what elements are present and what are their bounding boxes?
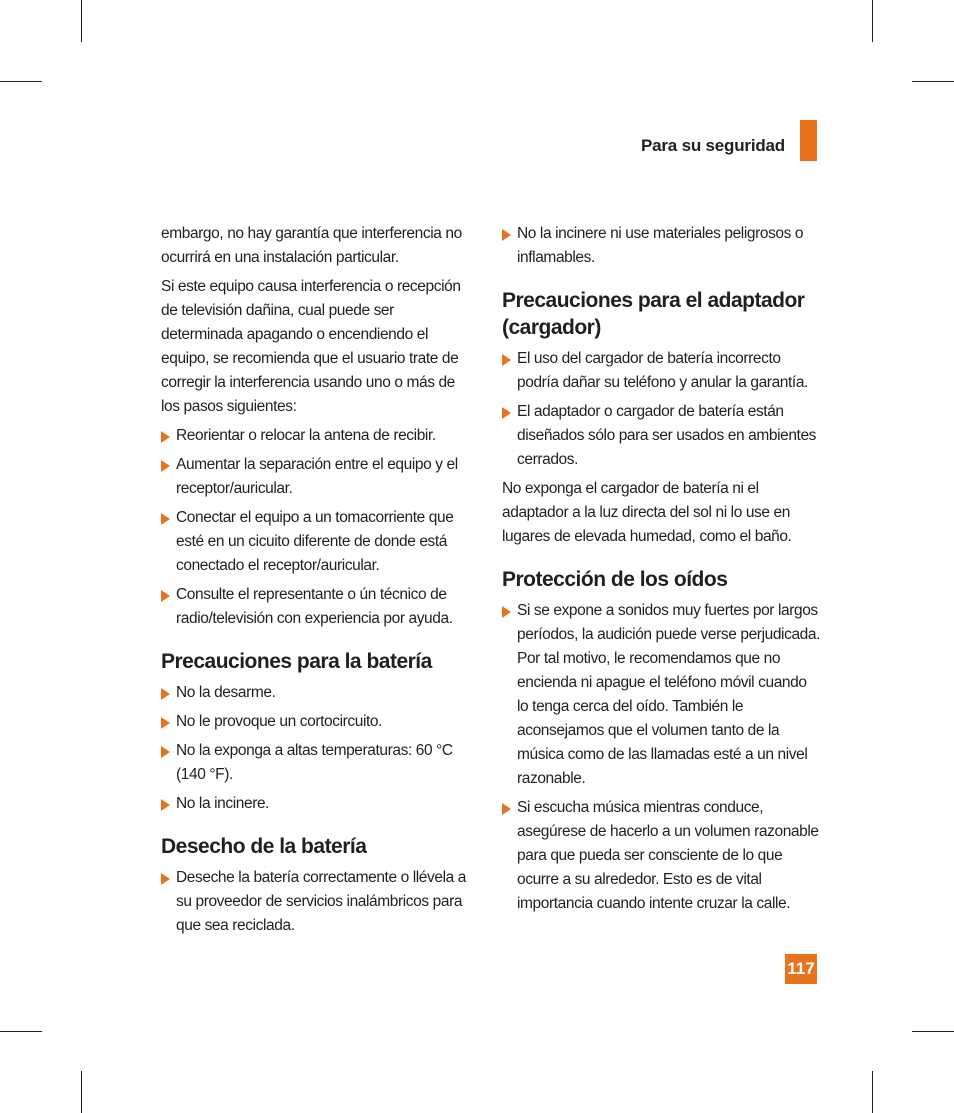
right-column (502, 222, 820, 921)
list-item (502, 796, 820, 916)
list-item-text: El adaptador o cargador de batería están diseñados sólo para ser usados en ambientes cerrados. (517, 403, 817, 468)
bullet-arrow-icon (502, 354, 511, 366)
section-header-tab (800, 120, 817, 161)
adapter-precautions-list (502, 347, 820, 472)
list-item-text: Aumentar la separación entre el equipo y el receptor/auricular. (176, 456, 458, 497)
list-item (161, 583, 473, 631)
crop-mark (0, 81, 42, 82)
continued-battery-list (502, 222, 820, 270)
interference-steps-list (161, 424, 473, 631)
page-number: 117 (785, 954, 817, 984)
list-item-text: Si escucha música mientras conduce, asegúrese de hacerlo a un volumen razonable para que pueda ser consciente de lo que ocurre a su alrededor. Esto es de vital importancia cuando intente cruzar la calle. (517, 799, 819, 912)
bullet-arrow-icon (161, 746, 170, 758)
adapter-section-heading: Precauciones para el adaptador (cargador) (502, 289, 805, 339)
list-item-text: No la exponga a altas temperaturas: 60 °C (140 °F). (176, 742, 453, 783)
battery-section-heading: Precauciones para la batería (161, 650, 432, 673)
bullet-arrow-icon (161, 688, 170, 700)
bullet-arrow-icon (161, 717, 170, 729)
bullet-arrow-icon (161, 590, 170, 602)
battery-precautions-list (161, 681, 473, 816)
bullet-arrow-icon (502, 229, 511, 241)
list-item (161, 453, 473, 501)
adapter-paragraph: No exponga el cargador de batería ni el adaptador a la luz directa del sol ni lo use en lugares de elevada humedad, como el baño. (502, 480, 792, 545)
intro-paragraph: embargo, no hay garantía que interferencia no ocurrirá en una instalación particular. (161, 225, 462, 266)
list-item (502, 222, 820, 270)
list-item (161, 681, 473, 705)
crop-mark (912, 1031, 954, 1032)
list-item (502, 347, 820, 395)
bullet-arrow-icon (502, 606, 511, 618)
list-item (502, 599, 820, 791)
list-item-text: Conectar el equipo a un tomacorriente que esté en un cicuito diferente de donde está conectado el receptor/auricular. (176, 509, 454, 574)
list-item (502, 400, 820, 472)
list-item (161, 424, 473, 448)
bullet-arrow-icon (161, 460, 170, 472)
list-item-text: No la incinere. (176, 795, 270, 812)
list-item-text: No la desarme. (176, 684, 276, 701)
left-column (161, 222, 473, 943)
crop-mark (0, 1031, 42, 1032)
list-item-text: Consulte el representante o ún técnico de radio/televisión con experiencia por ayuda. (176, 586, 453, 627)
list-item (161, 506, 473, 578)
bullet-arrow-icon (161, 799, 170, 811)
hearing-section-heading: Protección de los oídos (502, 568, 728, 591)
list-item-text: Deseche la batería correctamente o llévela a su proveedor de servicios inalámbricos para que sea reciclada. (176, 869, 466, 934)
intro-paragraph: Si este equipo causa interferencia o recepción de televisión dañina, cual puede ser determinada apagando o encendiendo el equipo, se recomienda que el usuario trate de corregir la interferencia usando uno o más de los pasos siguientes: (161, 278, 461, 415)
list-item-text: No la incinere ni use materiales peligrosos o inflamables. (517, 225, 804, 266)
disposal-section-heading: Desecho de la batería (161, 835, 367, 858)
list-item-text: El uso del cargador de batería incorrecto podría dañar su teléfono y anular la garantía. (517, 350, 808, 391)
bullet-arrow-icon (161, 873, 170, 885)
list-item (161, 792, 473, 816)
crop-mark (81, 1071, 82, 1113)
bullet-arrow-icon (161, 431, 170, 443)
list-item (161, 710, 473, 734)
list-item-text: No le provoque un cortocircuito. (176, 713, 383, 730)
crop-mark (912, 81, 954, 82)
list-item-text: Si se expone a sonidos muy fuertes por largos períodos, la audición puede verse perjudicada. Por tal motivo, le recomendamos que no encienda ni apague el teléfono móvil cuando lo tenga cerca del oído. También le aconsejamos que el volumen tanto de la música como de las llamadas esté a un nivel razonable. (517, 602, 821, 787)
bullet-arrow-icon (161, 513, 170, 525)
list-item-text: Reorientar o relocar la antena de recibir. (176, 427, 436, 444)
crop-mark (872, 0, 873, 42)
disposal-list (161, 866, 473, 938)
list-item (161, 739, 473, 787)
crop-mark (872, 1071, 873, 1113)
list-item (161, 866, 473, 938)
section-header-title: Para su seguridad (641, 136, 785, 155)
crop-mark (81, 0, 82, 42)
bullet-arrow-icon (502, 407, 511, 419)
bullet-arrow-icon (502, 803, 511, 815)
hearing-protection-list (502, 599, 820, 916)
